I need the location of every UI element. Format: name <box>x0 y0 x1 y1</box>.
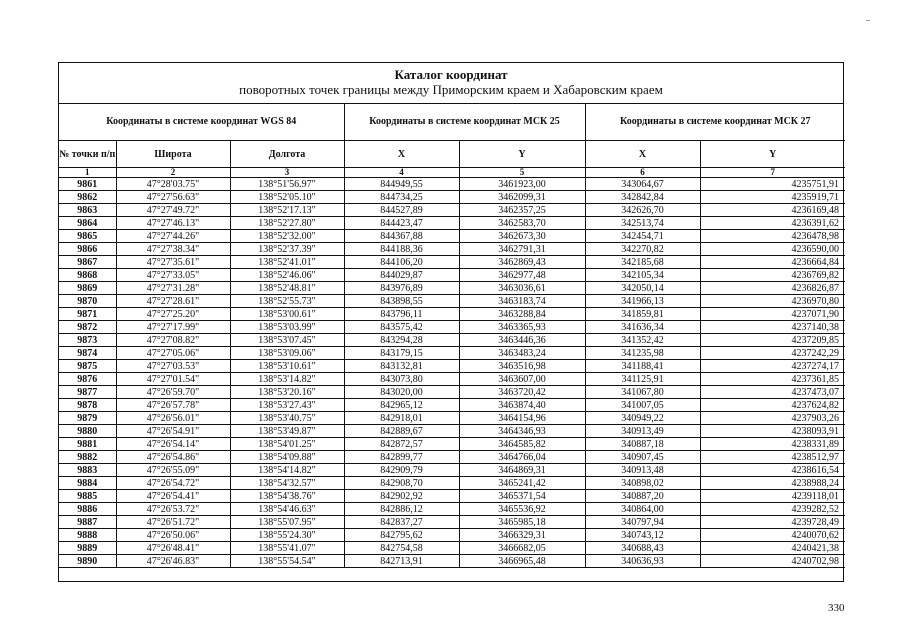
page-subtitle: поворотных точек границы между Приморским краем и Хабаровским краем <box>239 82 663 97</box>
cell-point-number: 9874 <box>59 347 116 360</box>
cell-x-msk27: 342513,74 <box>585 217 700 230</box>
cell-longitude: 138°55'41.07" <box>230 542 344 555</box>
cell-x-msk25: 842965,12 <box>344 399 459 412</box>
table-row <box>59 217 845 230</box>
cell-y-msk27: 4239728,49 <box>700 516 845 529</box>
cell-x-msk27: 343064,67 <box>585 178 700 191</box>
table-row <box>59 334 845 347</box>
column-header-y-msk27: Y <box>700 141 845 168</box>
cell-x-msk25: 844367,88 <box>344 230 459 243</box>
cell-latitude: 47°27'49.72" <box>116 204 230 217</box>
cell-y-msk25: 3461923,00 <box>459 178 585 191</box>
cell-latitude: 47°26'51.72" <box>116 516 230 529</box>
cell-point-number: 9869 <box>59 282 116 295</box>
cell-y-msk25: 3462583,70 <box>459 217 585 230</box>
cell-latitude: 47°26'54.72" <box>116 477 230 490</box>
cell-x-msk25: 844949,55 <box>344 178 459 191</box>
table-row <box>59 490 845 503</box>
cell-y-msk25: 3465985,18 <box>459 516 585 529</box>
cell-longitude: 138°54'09.88" <box>230 451 344 464</box>
table-row <box>59 529 845 542</box>
cell-y-msk27: 4236169,48 <box>700 204 845 217</box>
cell-longitude: 138°54'38.76" <box>230 490 344 503</box>
cell-longitude: 138°52'32.00" <box>230 230 344 243</box>
cell-point-number: 9883 <box>59 464 116 477</box>
cell-y-msk25: 3465371,54 <box>459 490 585 503</box>
cell-x-msk27: 341966,13 <box>585 295 700 308</box>
cell-y-msk25: 3463483,24 <box>459 347 585 360</box>
table-row <box>59 230 845 243</box>
cell-point-number: 9877 <box>59 386 116 399</box>
cell-longitude: 138°54'14.82" <box>230 464 344 477</box>
cell-point-number: 9867 <box>59 256 116 269</box>
cell-point-number: 9882 <box>59 451 116 464</box>
cell-y-msk27: 4237140,38 <box>700 321 845 334</box>
cell-longitude: 138°52'55.73" <box>230 295 344 308</box>
cell-longitude: 138°54'01.25" <box>230 438 344 451</box>
table-row <box>59 269 845 282</box>
cell-x-msk27: 340898,02 <box>585 477 700 490</box>
table-row <box>59 412 845 425</box>
cell-x-msk25: 842908,70 <box>344 477 459 490</box>
cell-y-msk27: 4236478,98 <box>700 230 845 243</box>
cell-longitude: 138°55'24.30" <box>230 529 344 542</box>
cell-latitude: 47°28'03.75" <box>116 178 230 191</box>
cell-x-msk25: 842909,79 <box>344 464 459 477</box>
table-row <box>59 308 845 321</box>
cell-y-msk27: 4238988,24 <box>700 477 845 490</box>
cell-x-msk25: 843073,80 <box>344 373 459 386</box>
cell-point-number: 9878 <box>59 399 116 412</box>
cell-point-number: 9879 <box>59 412 116 425</box>
cell-point-number: 9880 <box>59 425 116 438</box>
cell-point-number: 9888 <box>59 529 116 542</box>
cell-y-msk27: 4237274,17 <box>700 360 845 373</box>
cell-longitude: 138°52'48.81" <box>230 282 344 295</box>
cell-y-msk25: 3463607,00 <box>459 373 585 386</box>
table-body <box>59 178 845 568</box>
column-header-x-msk25: X <box>344 141 459 168</box>
cell-x-msk25: 844029,87 <box>344 269 459 282</box>
cell-point-number: 9866 <box>59 243 116 256</box>
cell-point-number: 9889 <box>59 542 116 555</box>
cell-y-msk25: 3464869,31 <box>459 464 585 477</box>
cell-longitude: 138°53'10.61" <box>230 360 344 373</box>
cell-latitude: 47°26'53.72" <box>116 503 230 516</box>
cell-longitude: 138°52'05.10" <box>230 191 344 204</box>
table-row <box>59 542 845 555</box>
cell-y-msk27: 4240702,98 <box>700 555 845 568</box>
cell-longitude: 138°55'07.95" <box>230 516 344 529</box>
cell-latitude: 47°26'50.06" <box>116 529 230 542</box>
cell-point-number: 9865 <box>59 230 116 243</box>
cell-y-msk25: 3463516,98 <box>459 360 585 373</box>
table-row <box>59 399 845 412</box>
cell-y-msk27: 4237242,29 <box>700 347 845 360</box>
table-row <box>59 360 845 373</box>
cell-x-msk27: 340913,48 <box>585 464 700 477</box>
cell-y-msk27: 4239118,01 <box>700 490 845 503</box>
cell-x-msk27: 341235,98 <box>585 347 700 360</box>
cell-latitude: 47°26'54.41" <box>116 490 230 503</box>
cell-x-msk27: 340636,93 <box>585 555 700 568</box>
cell-y-msk25: 3462357,25 <box>459 204 585 217</box>
group-header-wgs84: Координаты в системе координат WGS 84 <box>59 104 344 141</box>
cell-x-msk25: 842889,67 <box>344 425 459 438</box>
cell-y-msk25: 3463720,42 <box>459 386 585 399</box>
cell-latitude: 47°27'35.61" <box>116 256 230 269</box>
cell-y-msk25: 3464766,04 <box>459 451 585 464</box>
cell-y-msk25: 3463183,74 <box>459 295 585 308</box>
cell-x-msk27: 341125,91 <box>585 373 700 386</box>
column-index: 1 <box>59 168 116 178</box>
column-index: 5 <box>459 168 585 178</box>
table-row <box>59 477 845 490</box>
title-block <box>59 63 843 104</box>
cell-x-msk25: 843976,89 <box>344 282 459 295</box>
cell-y-msk27: 4238093,91 <box>700 425 845 438</box>
cell-point-number: 9862 <box>59 191 116 204</box>
cell-y-msk25: 3464154,96 <box>459 412 585 425</box>
cell-x-msk27: 340907,45 <box>585 451 700 464</box>
cell-latitude: 47°26'55.09" <box>116 464 230 477</box>
cell-latitude: 47°27'08.82" <box>116 334 230 347</box>
cell-x-msk27: 341067,80 <box>585 386 700 399</box>
cell-x-msk25: 843132,81 <box>344 360 459 373</box>
cell-x-msk25: 843575,42 <box>344 321 459 334</box>
cell-y-msk25: 3462869,43 <box>459 256 585 269</box>
cell-y-msk25: 3462099,31 <box>459 191 585 204</box>
cell-point-number: 9885 <box>59 490 116 503</box>
column-index: 2 <box>116 168 230 178</box>
cell-longitude: 138°53'00.61" <box>230 308 344 321</box>
cell-point-number: 9884 <box>59 477 116 490</box>
cell-latitude: 47°27'46.13" <box>116 217 230 230</box>
cell-y-msk25: 3465536,92 <box>459 503 585 516</box>
cell-y-msk27: 4237903,26 <box>700 412 845 425</box>
cell-latitude: 47°27'33.05" <box>116 269 230 282</box>
cell-x-msk27: 341188,41 <box>585 360 700 373</box>
cell-longitude: 138°54'32.57" <box>230 477 344 490</box>
table-row <box>59 464 845 477</box>
cell-x-msk27: 340743,12 <box>585 529 700 542</box>
cell-y-msk27: 4237361,85 <box>700 373 845 386</box>
cell-y-msk27: 4236769,82 <box>700 269 845 282</box>
cell-x-msk25: 842837,27 <box>344 516 459 529</box>
table-row <box>59 438 845 451</box>
column-header-point-number: № точки п/п <box>59 141 116 168</box>
page-number: 330 <box>828 602 845 614</box>
coordinate-catalog <box>58 62 844 582</box>
column-header-y-msk25: Y <box>459 141 585 168</box>
table-row <box>59 386 845 399</box>
cell-latitude: 47°27'17.99" <box>116 321 230 334</box>
cell-y-msk27: 4236826,87 <box>700 282 845 295</box>
cell-x-msk27: 340688,43 <box>585 542 700 555</box>
cell-longitude: 138°54'46.63" <box>230 503 344 516</box>
cell-x-msk25: 843179,15 <box>344 347 459 360</box>
cell-y-msk27: 4237071,90 <box>700 308 845 321</box>
cell-x-msk27: 340864,00 <box>585 503 700 516</box>
coordinate-table <box>59 104 845 568</box>
cell-longitude: 138°52'37.39" <box>230 243 344 256</box>
cell-x-msk27: 342185,68 <box>585 256 700 269</box>
cell-x-msk25: 842886,12 <box>344 503 459 516</box>
cell-y-msk25: 3462673,30 <box>459 230 585 243</box>
table-row <box>59 451 845 464</box>
cell-y-msk27: 4236970,80 <box>700 295 845 308</box>
cell-y-msk25: 3463036,61 <box>459 282 585 295</box>
cell-longitude: 138°53'20.16" <box>230 386 344 399</box>
cell-point-number: 9887 <box>59 516 116 529</box>
cell-x-msk27: 340913,49 <box>585 425 700 438</box>
table-row <box>59 503 845 516</box>
cell-x-msk25: 842754,58 <box>344 542 459 555</box>
cell-y-msk27: 4236664,84 <box>700 256 845 269</box>
cell-longitude: 138°53'09.06" <box>230 347 344 360</box>
column-index-row <box>59 168 845 178</box>
cell-latitude: 47°27'03.53" <box>116 360 230 373</box>
cell-x-msk25: 842918,01 <box>344 412 459 425</box>
table-row <box>59 243 845 256</box>
table-row <box>59 204 845 217</box>
cell-point-number: 9873 <box>59 334 116 347</box>
cell-latitude: 47°27'31.28" <box>116 282 230 295</box>
cell-point-number: 9875 <box>59 360 116 373</box>
cell-longitude: 138°53'03.99" <box>230 321 344 334</box>
cell-x-msk25: 843294,28 <box>344 334 459 347</box>
cell-x-msk25: 844423,47 <box>344 217 459 230</box>
cell-latitude: 47°26'57.78" <box>116 399 230 412</box>
cell-y-msk27: 4237624,82 <box>700 399 845 412</box>
table-row <box>59 347 845 360</box>
cell-x-msk27: 340887,18 <box>585 438 700 451</box>
cell-x-msk25: 842713,91 <box>344 555 459 568</box>
cell-longitude: 138°52'41.01" <box>230 256 344 269</box>
cell-latitude: 47°27'38.34" <box>116 243 230 256</box>
cell-y-msk25: 3466329,31 <box>459 529 585 542</box>
cell-longitude: 138°52'27.80" <box>230 217 344 230</box>
cell-y-msk25: 3464346,93 <box>459 425 585 438</box>
column-header-latitude: Широта <box>116 141 230 168</box>
table-row <box>59 425 845 438</box>
cell-y-msk27: 4239282,52 <box>700 503 845 516</box>
cell-longitude: 138°52'46.06" <box>230 269 344 282</box>
cell-x-msk27: 341636,34 <box>585 321 700 334</box>
cell-y-msk27: 4237209,85 <box>700 334 845 347</box>
cell-longitude: 138°53'49.87" <box>230 425 344 438</box>
cell-x-msk27: 341352,42 <box>585 334 700 347</box>
cell-point-number: 9870 <box>59 295 116 308</box>
cell-latitude: 47°26'46.83" <box>116 555 230 568</box>
cell-x-msk25: 844527,89 <box>344 204 459 217</box>
cell-latitude: 47°27'56.63" <box>116 191 230 204</box>
cell-x-msk27: 342842,84 <box>585 191 700 204</box>
cell-latitude: 47°26'54.91" <box>116 425 230 438</box>
column-index: 6 <box>585 168 700 178</box>
cell-y-msk25: 3462977,48 <box>459 269 585 282</box>
table-row <box>59 256 845 269</box>
cell-x-msk25: 843898,55 <box>344 295 459 308</box>
cell-x-msk25: 843796,11 <box>344 308 459 321</box>
cell-latitude: 47°27'05.06" <box>116 347 230 360</box>
column-index: 7 <box>700 168 845 178</box>
cell-y-msk25: 3463288,84 <box>459 308 585 321</box>
cell-point-number: 9876 <box>59 373 116 386</box>
cell-y-msk25: 3466682,05 <box>459 542 585 555</box>
cell-x-msk27: 341007,05 <box>585 399 700 412</box>
cell-y-msk27: 4240421,38 <box>700 542 845 555</box>
cell-x-msk27: 342626,70 <box>585 204 700 217</box>
cell-latitude: 47°26'54.86" <box>116 451 230 464</box>
cell-longitude: 138°51'56.97" <box>230 178 344 191</box>
cell-y-msk25: 3462791,31 <box>459 243 585 256</box>
cell-latitude: 47°27'44.26" <box>116 230 230 243</box>
column-index: 4 <box>344 168 459 178</box>
cell-y-msk25: 3466965,48 <box>459 555 585 568</box>
cell-x-msk27: 342454,71 <box>585 230 700 243</box>
cell-point-number: 9881 <box>59 438 116 451</box>
cell-y-msk27: 4238616,54 <box>700 464 845 477</box>
table-row <box>59 516 845 529</box>
column-header-x-msk27: X <box>585 141 700 168</box>
cell-point-number: 9871 <box>59 308 116 321</box>
cell-latitude: 47°27'25.20" <box>116 308 230 321</box>
group-header-msk25: Координаты в системе координат МСК 25 <box>344 104 585 141</box>
group-header-msk27: Координаты в системе координат МСК 27 <box>585 104 845 141</box>
cell-y-msk25: 3463365,93 <box>459 321 585 334</box>
cell-latitude: 47°26'56.01" <box>116 412 230 425</box>
table-row <box>59 191 845 204</box>
cell-x-msk27: 342105,34 <box>585 269 700 282</box>
table-row <box>59 373 845 386</box>
cell-x-msk25: 842902,92 <box>344 490 459 503</box>
cell-y-msk25: 3465241,42 <box>459 477 585 490</box>
cell-latitude: 47°26'59.70" <box>116 386 230 399</box>
cell-y-msk27: 4235751,91 <box>700 178 845 191</box>
cell-point-number: 9861 <box>59 178 116 191</box>
cell-longitude: 138°53'27.43" <box>230 399 344 412</box>
cell-x-msk25: 844106,20 <box>344 256 459 269</box>
cell-point-number: 9864 <box>59 217 116 230</box>
column-index: 3 <box>230 168 344 178</box>
cell-y-msk25: 3464585,82 <box>459 438 585 451</box>
cell-latitude: 47°27'01.54" <box>116 373 230 386</box>
cell-x-msk27: 340887,20 <box>585 490 700 503</box>
cell-y-msk27: 4238512,97 <box>700 451 845 464</box>
cell-longitude: 138°52'17.13" <box>230 204 344 217</box>
cell-latitude: 47°26'54.14" <box>116 438 230 451</box>
cell-x-msk25: 842872,57 <box>344 438 459 451</box>
cell-y-msk27: 4236590,00 <box>700 243 845 256</box>
scan-mark <box>866 20 870 21</box>
page-title: Каталог координат <box>394 67 508 82</box>
cell-x-msk25: 844734,25 <box>344 191 459 204</box>
cell-x-msk25: 842795,62 <box>344 529 459 542</box>
table-row <box>59 295 845 308</box>
cell-point-number: 9886 <box>59 503 116 516</box>
cell-x-msk27: 342050,14 <box>585 282 700 295</box>
cell-point-number: 9890 <box>59 555 116 568</box>
table-row <box>59 282 845 295</box>
cell-point-number: 9872 <box>59 321 116 334</box>
cell-longitude: 138°53'07.45" <box>230 334 344 347</box>
cell-x-msk27: 342270,82 <box>585 243 700 256</box>
cell-longitude: 138°53'40.75" <box>230 412 344 425</box>
cell-longitude: 138°53'14.82" <box>230 373 344 386</box>
cell-x-msk25: 842899,77 <box>344 451 459 464</box>
cell-y-msk27: 4238331,89 <box>700 438 845 451</box>
table-row <box>59 555 845 568</box>
cell-x-msk27: 341859,81 <box>585 308 700 321</box>
cell-longitude: 138°55'54.54" <box>230 555 344 568</box>
table-row <box>59 321 845 334</box>
cell-x-msk27: 340949,22 <box>585 412 700 425</box>
cell-x-msk25: 844188,36 <box>344 243 459 256</box>
cell-point-number: 9863 <box>59 204 116 217</box>
cell-latitude: 47°26'48.41" <box>116 542 230 555</box>
cell-y-msk27: 4236391,62 <box>700 217 845 230</box>
cell-x-msk27: 340797,94 <box>585 516 700 529</box>
cell-y-msk25: 3463446,36 <box>459 334 585 347</box>
column-header-longitude: Долгота <box>230 141 344 168</box>
cell-x-msk25: 843020,00 <box>344 386 459 399</box>
cell-y-msk25: 3463874,40 <box>459 399 585 412</box>
cell-latitude: 47°27'28.61" <box>116 295 230 308</box>
cell-y-msk27: 4235919,71 <box>700 191 845 204</box>
cell-y-msk27: 4237473,07 <box>700 386 845 399</box>
table-row <box>59 178 845 191</box>
cell-point-number: 9868 <box>59 269 116 282</box>
cell-y-msk27: 4240070,62 <box>700 529 845 542</box>
